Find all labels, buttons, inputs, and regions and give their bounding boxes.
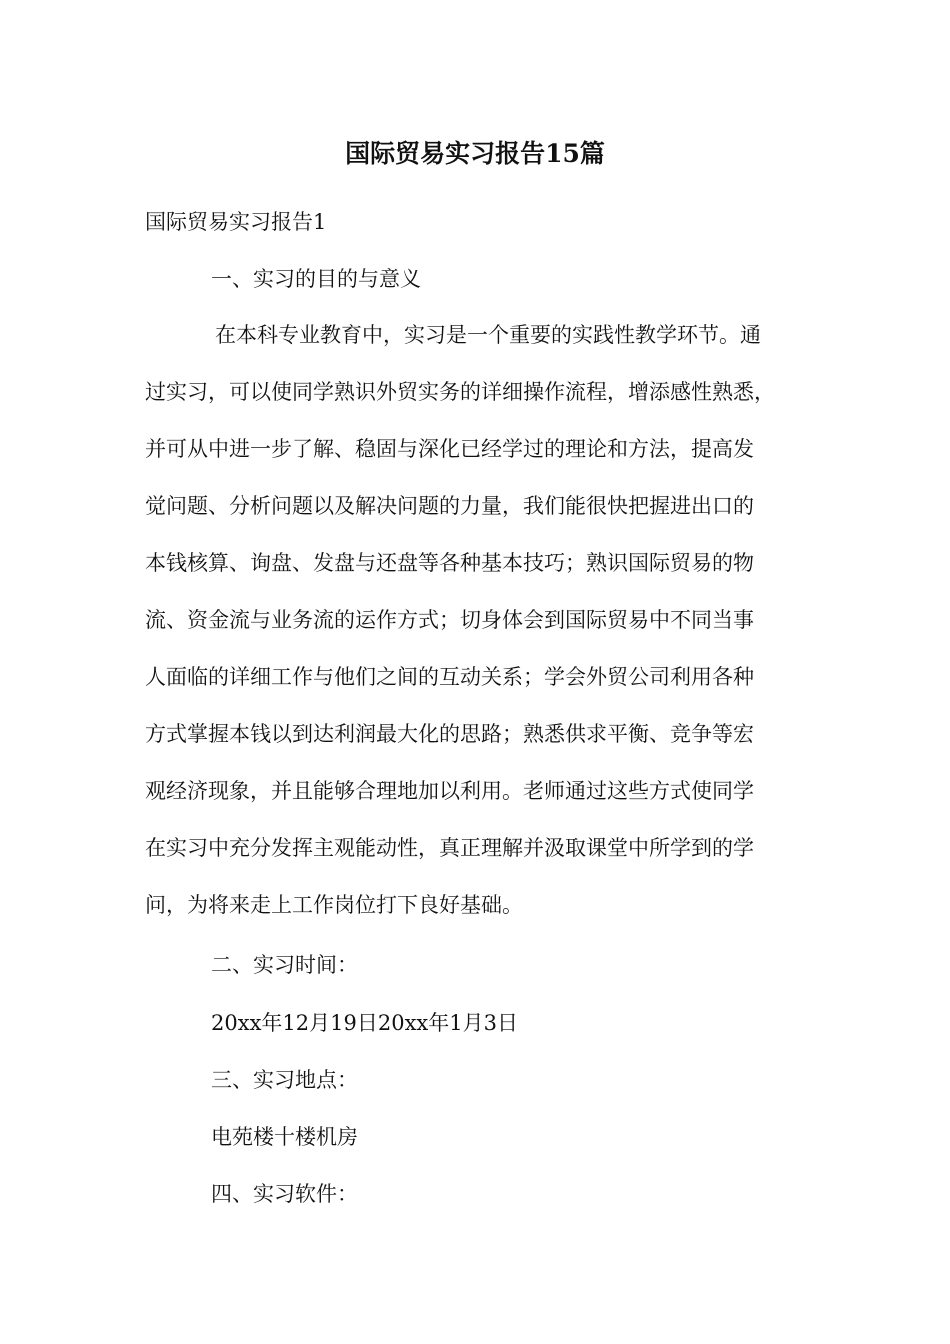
paragraph-line: 流、资金流与业务流的运作方式；切身体会到国际贸易中不同当事 <box>145 608 754 632</box>
paragraph-line: 在本科专业教育中，实习是一个重要的实践性教学环节。通 <box>215 323 761 347</box>
document-title: 国际贸易实习报告15篇 <box>345 139 605 168</box>
paragraph-line: 本钱核算、询盘、发盘与还盘等各种基本技巧；熟识国际贸易的物 <box>145 551 754 575</box>
section-heading-purpose: 一、实习的目的与意义 <box>211 267 421 291</box>
internship-dates: 20xx年12月19日20xx年1月3日 <box>211 1011 518 1035</box>
section-heading-location: 三、实习地点： <box>211 1068 358 1092</box>
report-subtitle: 国际贸易实习报告1 <box>145 210 327 234</box>
paragraph-line: 方式掌握本钱以到达利润最大化的思路；熟悉供求平衡、竞争等宏 <box>145 722 754 746</box>
section-heading-time: 二、实习时间： <box>211 953 358 977</box>
section-heading-software: 四、实习软件： <box>211 1182 358 1206</box>
paragraph-line: 在实习中充分发挥主观能动性，真正理解并汲取课堂中所学到的学 <box>145 836 754 860</box>
paragraph-line: 过实习，可以使同学熟识外贸实务的详细操作流程，增添感性熟悉， <box>145 380 775 404</box>
paragraph-line: 观经济现象，并且能够合理地加以利用。老师通过这些方式使同学 <box>145 779 754 803</box>
paragraph-line: 人面临的详细工作与他们之间的互动关系；学会外贸公司利用各种 <box>145 665 754 689</box>
internship-location: 电苑楼十楼机房 <box>211 1125 358 1149</box>
paragraph-line: 并可从中进一步了解、稳固与深化已经学过的理论和方法，提高发 <box>145 437 754 461</box>
paragraph-line: 问，为将来走上工作岗位打下良好基础。 <box>145 893 523 917</box>
paragraph-line: 觉问题、分析问题以及解决问题的力量，我们能很快把握进出口的 <box>145 494 754 518</box>
